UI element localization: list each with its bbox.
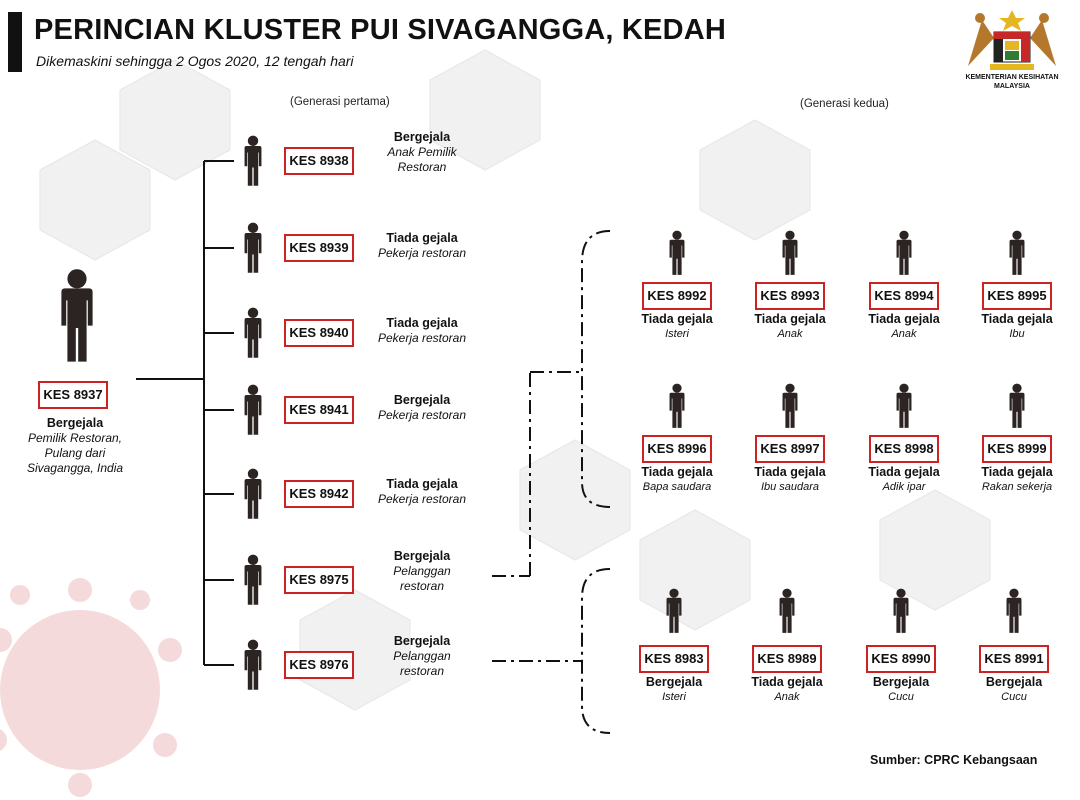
gen1-case-description — [357, 477, 487, 507]
gen2_group_a-case-role: Adik ipar — [882, 481, 926, 493]
connector-bracket — [582, 569, 610, 733]
gen1-person-figure — [240, 468, 266, 520]
gen1-case-description — [357, 130, 487, 175]
gen1-case-description — [357, 231, 487, 261]
gen1-case-role-line: Pekerja restoran — [377, 331, 467, 345]
gen2_group_a-case-status: Tiada gejala — [868, 312, 940, 326]
gen2_group_a-case-id: KES 8995 — [982, 282, 1052, 310]
gen2_group_a-case-description — [849, 312, 959, 342]
gen2_group_a-case-id: KES 8996 — [642, 435, 712, 463]
page-title: PERINCIAN KLUSTER PUI SIVAGANGGA, KEDAH — [34, 14, 727, 46]
gen2_group_a-case-id: KES 8994 — [869, 282, 939, 310]
index-case-id: KES 8937 — [38, 381, 108, 409]
gen2-label: (Generasi kedua) — [800, 98, 889, 110]
gen1-case-id: KES 8938 — [284, 147, 354, 175]
gen1-person-figure — [240, 639, 266, 691]
gen2_group_a-case-id: KES 8992 — [642, 282, 712, 310]
gen2_group_a-person-figure — [892, 230, 916, 276]
index-case-figure — [52, 268, 102, 364]
gen2_group_b-person-figure — [662, 588, 686, 634]
gen1-case-status: Tiada gejala — [386, 231, 458, 245]
gen2_group_a-case-role: Ibu — [1009, 328, 1025, 340]
gen2_group_a-case-status: Tiada gejala — [641, 312, 713, 326]
gen2_group_b-person-figure — [1002, 588, 1026, 634]
gen1-case-role-line: Pekerja restoran — [377, 492, 467, 506]
gen1-case-status: Tiada gejala — [386, 477, 458, 491]
gen1-case-status: Bergejala — [393, 549, 451, 563]
gen2_group_b-case-status: Tiada gejala — [751, 675, 823, 689]
gen2_group_a-case-status: Tiada gejala — [754, 465, 826, 479]
gen1-case-id: KES 8976 — [284, 651, 354, 679]
index-case-role-line: Sivagangga, India — [26, 461, 124, 475]
gen2_group_b-case-role: Isteri — [662, 691, 686, 703]
gen2_group_b-case-status: Bergejala — [872, 675, 930, 689]
gen2_group_a-case-role: Isteri — [665, 328, 689, 340]
gen2_group_a-case-description — [962, 465, 1072, 495]
gen2_group_a-case-description — [735, 465, 845, 495]
gen1-case-description — [357, 316, 487, 346]
gen2_group_a-person-figure — [778, 383, 802, 429]
gen2_group_b-case-id: KES 8989 — [752, 645, 822, 673]
gen2_group_b-case-description — [959, 675, 1069, 705]
gen1-case-id: KES 8975 — [284, 566, 354, 594]
gen1-case-id: KES 8941 — [284, 396, 354, 424]
gen1-case-role-line: restoran — [399, 664, 445, 678]
gen1-case-id: KES 8939 — [284, 234, 354, 262]
gen2_group_b-case-role: Cucu — [1001, 691, 1027, 703]
gen1-case-status: Bergejala — [393, 130, 451, 144]
gen2_group_b-case-description — [732, 675, 842, 705]
gen2_group_a-person-figure — [778, 230, 802, 276]
gen2_group_a-case-status: Tiada gejala — [868, 465, 940, 479]
gen1-person-figure — [240, 554, 266, 606]
gen2_group_a-case-role: Anak — [891, 328, 917, 340]
gen2_group_a-case-role: Anak — [777, 328, 803, 340]
index-case-role-line: Pemilik Restoran, — [27, 431, 123, 445]
ministry-name: KEMENTERIAN KESIHATAN MALAYSIA — [965, 74, 1059, 90]
gen2_group_a-case-description — [622, 465, 732, 495]
gen2_group_a-case-description — [962, 312, 1072, 342]
gen2_group_b-case-id: KES 8991 — [979, 645, 1049, 673]
gen1-person-figure — [240, 384, 266, 436]
gen1-case-role-line: Restoran — [397, 160, 447, 174]
page-subtitle: Dikemaskini sehingga 2 Ogos 2020, 12 tengah hari — [36, 53, 354, 69]
gen1-case-status: Bergejala — [393, 393, 451, 407]
gen1-case-description — [357, 549, 487, 594]
connector-bracket — [582, 231, 610, 507]
gen2_group_a-person-figure — [1005, 383, 1029, 429]
gen1-case-role-line: Anak Pemilik — [387, 145, 457, 159]
gen1-person-figure — [240, 222, 266, 274]
gen2_group_a-case-description — [622, 312, 732, 342]
gen2_group_a-case-description — [849, 465, 959, 495]
gen1-case-id: KES 8940 — [284, 319, 354, 347]
gen2_group_b-case-role: Anak — [774, 691, 800, 703]
index-case-role-line: Pulang dari — [44, 446, 106, 460]
gen2_group_a-case-status: Tiada gejala — [981, 465, 1053, 479]
gen1-person-figure — [240, 307, 266, 359]
gen2_group_a-case-id: KES 8997 — [755, 435, 825, 463]
gen2_group_a-case-status: Tiada gejala — [754, 312, 826, 326]
gen2_group_b-case-id: KES 8990 — [866, 645, 936, 673]
gen2_group_a-person-figure — [1005, 230, 1029, 276]
gen2_group_b-case-status: Bergejala — [985, 675, 1043, 689]
gen1-case-role-line: Pekerja restoran — [377, 246, 467, 260]
gen1-label: (Generasi pertama) — [290, 96, 390, 108]
gen2_group_a-case-id: KES 8998 — [869, 435, 939, 463]
gen2_group_b-case-status: Bergejala — [645, 675, 703, 689]
gen2_group_a-case-description — [735, 312, 845, 342]
gen2_group_b-person-figure — [775, 588, 799, 634]
gen1-case-role-line: Pekerja restoran — [377, 408, 467, 422]
gen2_group_a-person-figure — [892, 383, 916, 429]
gen1-person-figure — [240, 135, 266, 187]
gen2_group_a-case-role: Bapa saudara — [642, 481, 712, 493]
index-case-description — [5, 416, 145, 476]
gen2_group_b-case-description — [619, 675, 729, 705]
gen2_group_b-case-role: Cucu — [888, 691, 914, 703]
gen2_group_b-person-figure — [889, 588, 913, 634]
gen2_group_a-case-id: KES 8993 — [755, 282, 825, 310]
gen2_group_a-case-status: Tiada gejala — [981, 312, 1053, 326]
gen2_group_a-case-role: Rakan sekerja — [981, 481, 1053, 493]
gen1-case-description — [357, 393, 487, 423]
gen1-case-role-line: Pelanggan — [393, 564, 451, 578]
gen2_group_b-case-id: KES 8983 — [639, 645, 709, 673]
gen2_group_a-case-status: Tiada gejala — [641, 465, 713, 479]
source-credit: Sumber: CPRC Kebangsaan — [870, 753, 1038, 767]
gen1-case-role-line: restoran — [399, 579, 445, 593]
gen1-case-description — [357, 634, 487, 679]
index-case-status: Bergejala — [46, 416, 104, 430]
gen1-case-role-line: Pelanggan — [393, 649, 451, 663]
gen2_group_a-case-role: Ibu saudara — [760, 481, 820, 493]
gen1-case-status: Bergejala — [393, 634, 451, 648]
gen1-case-status: Tiada gejala — [386, 316, 458, 330]
gen2_group_b-case-description — [846, 675, 956, 705]
gen2_group_a-person-figure — [665, 383, 689, 429]
gen1-case-id: KES 8942 — [284, 480, 354, 508]
gen2_group_a-person-figure — [665, 230, 689, 276]
gen2_group_a-case-id: KES 8999 — [982, 435, 1052, 463]
